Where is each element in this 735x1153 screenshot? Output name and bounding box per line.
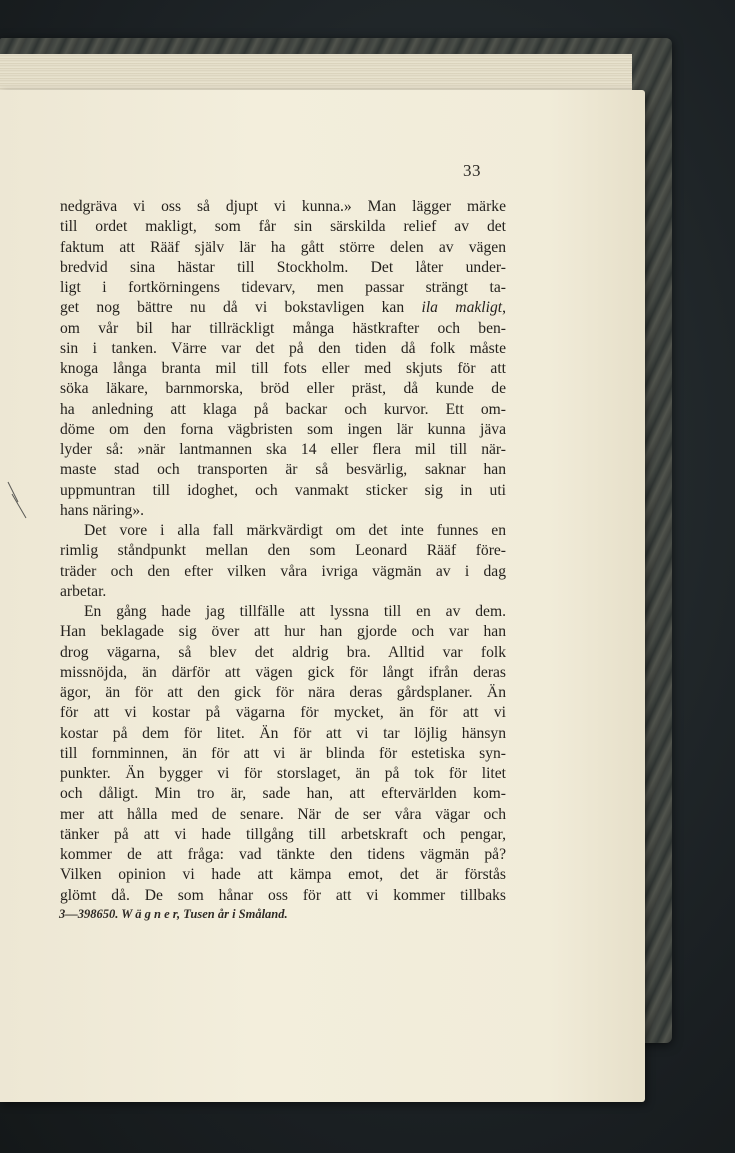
text-line: maste stad och transporten är så besvärlig, saknar han bbox=[60, 461, 506, 479]
text-line: faktum att Rääf själv lär ha gått större delen av vägen bbox=[60, 238, 506, 256]
page-edges bbox=[0, 54, 632, 95]
text-line: get nog bättre nu då vi bokstavligen kan ila makligt, bbox=[60, 299, 506, 317]
text-line: kostar på dem för litet. Än för att vi tar löjlig hänsyn bbox=[60, 724, 506, 742]
text-line: sin i tanken. Värre var det på den tiden då folk måste bbox=[60, 339, 506, 357]
text-line: till fornminnen, än för att vi är blinda för estetiska syn- bbox=[60, 744, 506, 762]
text-line: nedgräva vi oss så djupt vi kunna.» Man lägger märke bbox=[60, 198, 506, 215]
text-line: knoga långa branta mil till fots eller med skjuts för att bbox=[60, 360, 506, 377]
text-line: En gång hade jag tillfälle att lyssna till en av dem. bbox=[84, 603, 506, 620]
text-line: söka läkare, barnmorska, bröd eller präst, då kunde de bbox=[60, 380, 506, 398]
text-line: uppmuntran till idoghet, och vanmakt sticker sig in uti bbox=[60, 481, 506, 499]
text-line: rimlig ståndpunkt mellan den som Leonard Rääf före- bbox=[60, 542, 506, 560]
page-number: 33 bbox=[463, 161, 481, 180]
pencil-mark bbox=[6, 480, 28, 520]
text-line: arbetar. bbox=[60, 582, 107, 600]
text-line: Han beklagade sig över att hur han gjorde och var han bbox=[60, 623, 506, 641]
text-line: bredvid sina hästar till Stockholm. Det låter under- bbox=[60, 258, 506, 276]
text-line: tänker på att vi hade tillgång till arbetskraft och pengar, bbox=[60, 825, 506, 843]
text-line: lyder så: »när lantmannen ska 14 eller flera mil till när- bbox=[60, 441, 506, 458]
emphasis: ila makligt bbox=[421, 299, 503, 317]
text-line: ligt i fortkörningens tidevarv, men passar strängt ta- bbox=[60, 279, 506, 296]
text-line: mer att hålla med de senare. När de ser våra vägar och bbox=[60, 805, 506, 823]
text-line: döme om den forna vägbristen som ingen lär kunna jäva bbox=[60, 420, 506, 438]
signature-footer: 3—398650. W ä g n e r, Tusen år i Småland. bbox=[59, 907, 288, 921]
text-line: ha anledning att klaga på backar och kurvor. Ett om- bbox=[60, 400, 506, 418]
text-line: träder och den efter vilken våra ivriga vägmän av i dag bbox=[60, 562, 506, 580]
text-line: för att vi kostar på vägarna för mycket, än för att vi bbox=[60, 704, 506, 722]
text-line: glömt då. De som hånar oss för att vi kommer tillbaks bbox=[60, 886, 506, 904]
body-text bbox=[60, 197, 506, 906]
text-line: hans näring». bbox=[60, 501, 145, 519]
text-line: om vår bil har tillräckligt många hästkrafter och ben- bbox=[60, 319, 506, 337]
text-line: drog vägarna, så blev det aldrig bra. Alltid var folk bbox=[60, 643, 506, 661]
text-line: missnöjda, än därför att vägen gick för långt ifrån deras bbox=[60, 663, 506, 681]
text-line: Vilken opinion vi hade att kämpa emot, det är förstås bbox=[60, 866, 506, 884]
text-line: kommer de att fråga: vad tänkte den tidens vägmän på? bbox=[60, 846, 506, 863]
text-line: och dåligt. Min tro är, sade han, att eftervärlden kom- bbox=[60, 785, 506, 803]
text-line: Det vore i alla fall märkvärdigt om det inte funnes en bbox=[84, 522, 506, 539]
text-line: ägor, än för att den gick för nära deras gårdsplaner. Än bbox=[60, 684, 506, 701]
text-line: punkter. Än bygger vi för storslaget, än på tok för litet bbox=[60, 765, 506, 782]
text-line: till ordet makligt, som får sin särskilda relief av det bbox=[60, 218, 506, 236]
